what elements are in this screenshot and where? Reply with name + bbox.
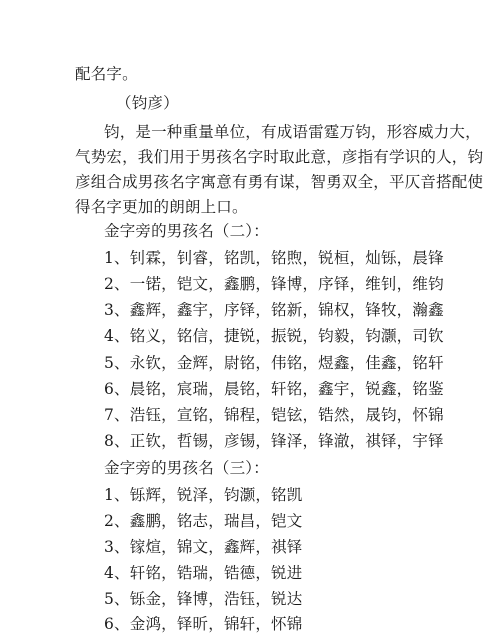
list-item: 3、鑫辉，鑫宇，序铎，铭新，锦权，锋牧，瀚鑫	[104, 301, 444, 319]
paragraph-line-2: 气势宏，我们用于男孩名字时取此意，彦指有学识的人，钧	[75, 148, 484, 166]
paragraph-line-1: 钧，是一种重量单位，有成语雷霆万钧，形容威力大，	[104, 123, 481, 141]
list-item: 1、铄辉，锐泽，钧灏，铭凯	[104, 486, 303, 504]
list-item: 4、铭义，铭信，捷锐，振锐，钧毅，钧灏，司钦	[104, 327, 444, 345]
list-item: 2、一锘，铠文，鑫鹏，锋博，序铎，维钊，维钧	[104, 275, 444, 293]
paragraph-line-3: 彦组合成男孩名字寓意有勇有谋，智勇双全，平仄音搭配使	[75, 173, 484, 191]
list-item: 5、铄金，锋博，浩钰，锐达	[104, 590, 303, 608]
list-item: 7、浩钰，宣铭，锦程，铠铉，锆然，晟钧，怀锦	[104, 406, 444, 424]
list-heading-2: 金字旁的男孩名（二）：	[104, 222, 269, 240]
list-item: 4、轩铭，锆瑞，锆德，锐进	[104, 564, 303, 582]
list-item: 8、正钦，哲锡，彦锡，锋泽，锋澈，祺铎，宇铎	[104, 432, 444, 450]
list-item: 5、永钦，金辉，尉铭，伟铭，煜鑫，佳鑫，铭轩	[104, 354, 444, 372]
list-item: 3、镓煊，锦文，鑫辉，祺铎	[104, 538, 303, 556]
list-item: 2、鑫鹏，铭志，瑞昌，铠文	[104, 512, 303, 530]
section-title: （钧彦）	[116, 94, 179, 112]
paragraph-line-4: 得名字更加的朗朗上口。	[75, 198, 248, 216]
list-item: 1、钊霖，钊睿，铭凯，铭煦，锐桓，灿铄，晨锋	[104, 249, 444, 267]
list-item: 6、金鸿，铎昕，锦轩，怀锦	[104, 615, 303, 633]
list-heading-3: 金字旁的男孩名（三）：	[104, 459, 269, 477]
paragraph-fragment: 配名字。	[75, 65, 138, 83]
list-item: 6、晨铭，宸瑞，晨铭，轩铭，鑫宇，锐鑫，铭鉴	[104, 380, 444, 398]
